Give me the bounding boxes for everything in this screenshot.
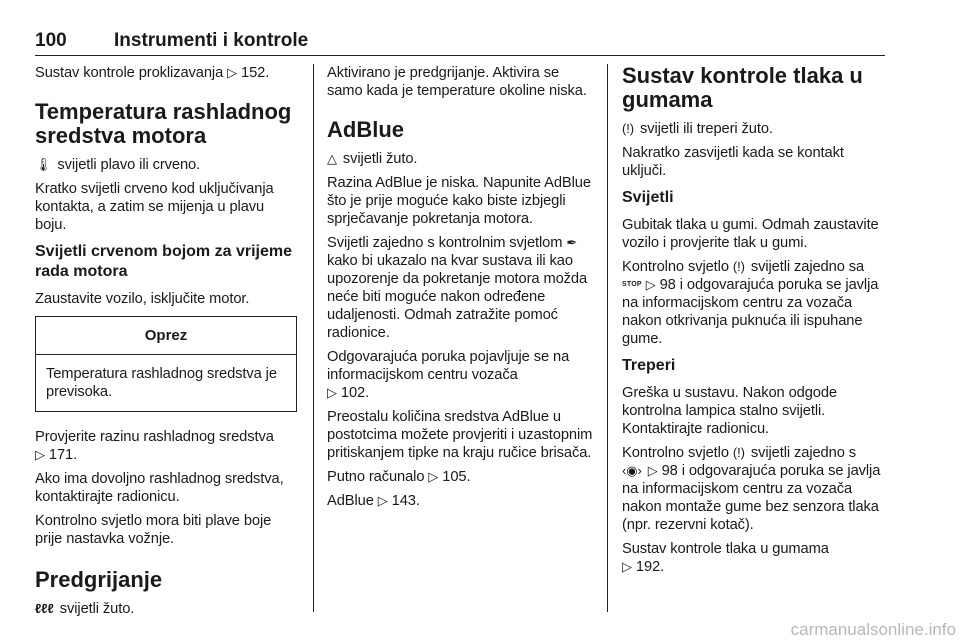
reference-arrow-icon: ▷ xyxy=(645,277,656,292)
coolant-heading: Temperatura rashladnog sredstva motora xyxy=(35,99,292,148)
reference-arrow-icon: ▷ xyxy=(377,493,388,508)
adblue-paragraph: Odgovarajuća poruka pojavljuje se na informacijskom centru vozača ▷ 102. xyxy=(327,349,570,401)
coolant-paragraph: Ako ima dovoljno rashladnog sredstva, kontaktirajte radionicu. xyxy=(35,471,284,505)
tire-pressure-icon: (!) xyxy=(732,445,745,461)
caution-box xyxy=(35,316,297,412)
page-reference[interactable]: 105. xyxy=(442,469,471,485)
adblue-paragraph: Putno računalo ▷ 105. xyxy=(327,469,471,485)
caution-title: Oprez xyxy=(36,317,296,355)
watermark: carmanualsonline.info xyxy=(790,620,956,639)
tpms-lit-heading: Svijetli xyxy=(622,189,674,206)
reference-arrow-icon: ▷ xyxy=(428,469,439,484)
tpms-paragraph: Kontrolno svjetlo (!) svijetli zajedno sa STOP ▷ 98 i odgovarajuća poruka se javlja na informacijskom centru za vozača nakon otkrivanja puknuća ili ispuhane gume. xyxy=(622,259,879,348)
page-reference[interactable]: 171. xyxy=(48,447,78,463)
page-reference[interactable]: 152. xyxy=(241,65,270,81)
page-title: Instrumenti i kontrole xyxy=(114,30,309,51)
page-reference[interactable]: 98 xyxy=(661,463,678,480)
reference-arrow-icon: ▷ xyxy=(647,463,658,479)
adblue-indicator-line: △ svijetli žuto. xyxy=(327,151,418,167)
adblue-paragraph: Razina AdBlue je niska. Napunite AdBlue što je prije moguće kako biste izbjegli sprječavanje pokretanja motora. xyxy=(327,175,591,227)
tpms-flash-heading: Treperi xyxy=(622,357,676,375)
column-middle xyxy=(327,64,593,516)
caution-text: Temperatura rashladnog sredstva je previsoka. xyxy=(46,366,277,400)
preheat-heading: Predgrijanje xyxy=(35,567,163,592)
coolant-subheading: Svijetli crvenom bojom za vrijeme rada motora xyxy=(35,243,292,280)
glow-plug-icon: ℓℓℓ xyxy=(35,601,54,616)
preheat-paragraph: Aktivirano je predgrijanje. Aktivira se samo kada je temperature okoline niska. xyxy=(327,65,587,99)
coolant-paragraph: Provjerite razinu rashladnog sredstva ▷ 171. xyxy=(35,429,274,463)
page-header xyxy=(35,30,885,56)
page-reference[interactable]: 102. xyxy=(340,385,370,401)
reference-arrow-icon: ▷ xyxy=(622,559,632,575)
page-number: 100 xyxy=(35,30,67,51)
page-reference[interactable]: 143. xyxy=(391,493,420,509)
tpms-paragraph: Greška u sustavu. Nakon odgode kontrolna lampica stalno svijetli. Kontaktirajte radionicu. xyxy=(622,385,837,438)
coolant-paragraph: Kratko svijetli crveno kod uključivanja kontakta, a zatim se mijenja u plavu boju. xyxy=(35,181,274,233)
coolant-paragraph: Kontrolno svjetlo mora biti plave boje prije nastavka vožnje. xyxy=(35,513,272,547)
preheat-indicator-line: ℓℓℓ svijetli žuto. xyxy=(35,601,135,617)
tpms-heading: Sustav kontrole tlaka u gumama xyxy=(622,63,863,112)
car-chevron-icon: ‹◉› xyxy=(622,463,642,479)
tpms-paragraph: Kontrolno svjetlo (!) svijetli zajedno s ‹◉› ▷ 98 i odgovarajuća poruka se javlja na informacijskom centru za vozača nakon montaže gume bez senzora tlaka (npr. rezervni kotač). xyxy=(622,445,881,534)
tpms-paragraph: Gubitak tlaka u gumi. Odmah zaustavite vozilo i provjerite tlak u gumi. xyxy=(622,217,879,251)
intro-paragraph: Sustav kontrole proklizavanja ▷ 152. xyxy=(35,65,270,81)
adblue-warning-icon: △ xyxy=(327,151,337,166)
reference-arrow-icon: ▷ xyxy=(227,65,238,80)
coolant-paragraph: Zaustavite vozilo, isključite motor. xyxy=(35,291,250,307)
coolant-indicator-line: 🌡 svijetli plavo ili crveno. xyxy=(35,157,201,173)
coolant-temperature-icon: 🌡 xyxy=(35,157,52,172)
adblue-paragraph: Svijetli zajedno s kontrolnim svjetlom ✒ kako bi ukazalo na kvar sustava ili kao upozorenje da pokretanje motora možda neće biti moguće nakon određene udaljenosti. Odmah zatražite pomoć radionice. xyxy=(327,235,588,341)
column-divider xyxy=(607,64,608,612)
reference-arrow-icon: ▷ xyxy=(35,447,45,462)
stop-icon: STOP xyxy=(622,281,642,289)
reference-arrow-icon: ▷ xyxy=(327,385,337,400)
page-reference[interactable]: 192. xyxy=(635,559,665,576)
column-right xyxy=(622,64,887,582)
adblue-paragraph: Preostalu količina sredstva AdBlue u postotcima možete provjeriti i uzastopnim pritiskanjem tipke na kraju ručice brisača. xyxy=(327,409,593,461)
tpms-paragraph: Nakratko zasvijetli kada se kontakt uključi. xyxy=(622,145,844,179)
wrench-icon: ✒ xyxy=(566,235,578,250)
tpms-indicator-line: (!) svijetli ili treperi žuto. xyxy=(622,121,773,137)
tpms-paragraph: Sustav kontrole tlaka u gumama ▷ 192. xyxy=(622,541,829,576)
column-divider xyxy=(313,64,314,612)
tire-pressure-icon: (!) xyxy=(622,121,634,136)
tire-pressure-icon: (!) xyxy=(732,259,745,274)
page-reference[interactable]: 98 xyxy=(659,277,676,293)
adblue-heading: AdBlue xyxy=(327,117,404,142)
adblue-paragraph: AdBlue ▷ 143. xyxy=(327,493,420,509)
column-left xyxy=(35,64,297,624)
